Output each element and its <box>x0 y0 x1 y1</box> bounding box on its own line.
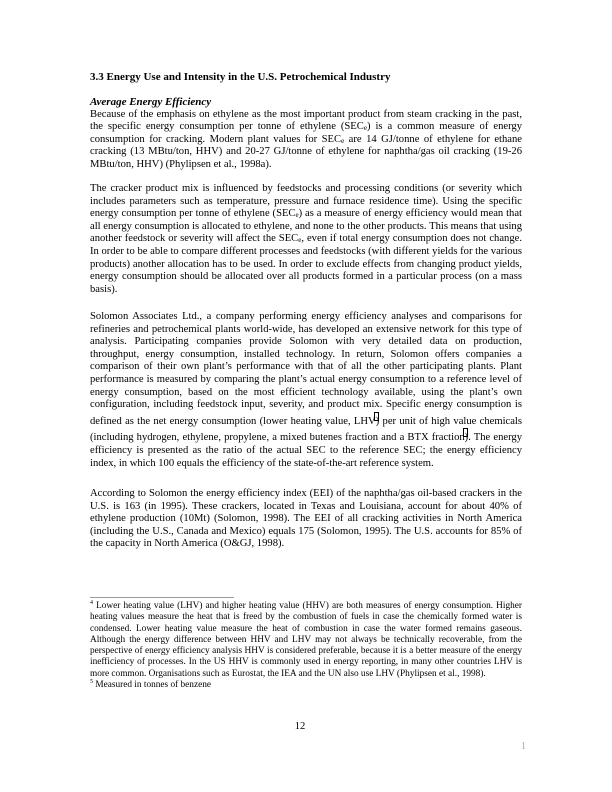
footnote-marker: 5 <box>90 679 93 686</box>
footnotes <box>90 601 522 691</box>
paragraph-1-text: ) is a common measure of energy consumption for cracking. Modern plant values for SEC <box>90 121 522 145</box>
subscript-e: e <box>298 236 302 245</box>
footnote-text: Measured in tonnes of benzene <box>95 680 211 691</box>
paragraph-3-text: ). The energy efficiency is presented as the ratio of the actual SEC to the reference SEC; the energy efficiency index, in which 100 equals the efficiency of the state-of-the-art reference system. <box>90 432 522 469</box>
footnote-marker: 4 <box>90 600 93 606</box>
paragraph-2-text: , even if total energy consumption does not change. In order to be able to compare different processes and feedstocks (with different yields for the various products) another allocation has to be used. In order to exclude effects from changing product yields, energy consumption should be allocated over all products formed in a particular process (on a mass basis). <box>90 233 522 295</box>
footnote-5 <box>90 680 522 691</box>
subscript-e: e <box>295 211 299 220</box>
paragraph-3 <box>90 311 522 470</box>
paragraph-1-text: Because of the emphasis on ethylene as the most important product from steam cracking in the past, the specific energy consumption per tonne of ethylene (SEC <box>90 108 522 133</box>
section-average-energy-efficiency <box>90 96 522 172</box>
paragraph-3-text: ) per unit of high value chemicals (including hydrogen, ethylene, propylene, a mixed butenes fraction and a BTX fraction <box>90 415 522 444</box>
subscript-e: e <box>363 124 367 133</box>
footnote-4 <box>90 601 522 680</box>
subheading: Average Energy Efficiency <box>90 96 212 108</box>
paragraph-3-text: Solomon Associates Ltd., a company performing energy efficiency analyses and comparisons for refineries and petrochemical plants world-wide, has developed an extensive network for this type of analysis. Participating companies provide Solomon with very detailed data on production, throughput, energy consumption, installed technology. In return, Solomon offers companies a comparison of their own plant’s performance with that of all the other participating plants. Plant performance is measured by comparing the plant’s actual energy consumption to a reference level of energy consumption, based on the most efficient technology available, using the plant’s own configuration, including feedstock input, severity, and product mix. Specific energy consumption is defined as the net energy consumption (lower heating value, LHV <box>90 311 522 427</box>
paragraph-2-text: The cracker product mix is influenced by feedstocks and processing conditions (or severity which includes parameters such as temperature, pressure and furnace residence time). Using the specific energy consumption per tonne of ethylene (SEC <box>90 183 522 220</box>
corner-page-label: 1 <box>521 741 526 752</box>
page-number <box>0 721 612 732</box>
paragraph-2-text: ) as a measure of energy efficiency would mean that all energy consumption is allocated to ethylene, and none to the other products. This means that using another feedstock or severity will affect the SEC <box>90 208 522 245</box>
footnote-text: Lower heating value (LHV) and higher heating value (HHV) are both measures of energy consumption. Higher heating values measure the heat that is freed by the combustion of fuels in case the chemically formed water is condensed. Lower heating value measure the heat of combustion in case the water formed remains gaseous. Although the energy difference between HHV and LHV may not always be technically recoverable, from the perspective of energy efficiency analysis HHV is considered preferable, because it is a better measure of the energy inefficiency of processes. In the US HHV is commonly used in energy reporting, in many other countries LHV is more common. Organisations such as Eurostat, the IEA and the UN also use LHV (Phylipsen et al., 1998). <box>90 601 522 679</box>
paragraph-2 <box>90 183 522 296</box>
paragraph-1-text: are 14 GJ/tonne of ethylene for ethane cracking (13 MBtu/ton, HHV) and 20-27 GJ/tonne of ethylene for naphtha/gas oil cracking (19-26 MBtu/ton, HHV) (Phylipsen et al., 1998a). <box>90 133 522 170</box>
paragraph-1 <box>90 109 522 172</box>
footnote-separator <box>90 597 234 598</box>
subscript-e: e <box>341 136 345 145</box>
paragraph-4: According to Solomon the energy efficiency index (EEI) of the naphtha/gas oil-based crackers in the U.S. is 163 (in 1995). These crackers, located in Texas and Louisiana, account for about 40% of ethylene production (10Mt) (Solomon, 1998). The EEI of all cracking activities in North America (including the U.S., Canada and Mexico) equals 175 (Solomon, 1995). The U.S. accounts for 85% of the capacity in North America (O&GJ, 1998). <box>90 488 522 550</box>
page-number-text: 12 <box>294 721 306 732</box>
section-heading: 3.3 Energy Use and Intensity in the U.S. Petrochemical Industry <box>90 71 391 83</box>
